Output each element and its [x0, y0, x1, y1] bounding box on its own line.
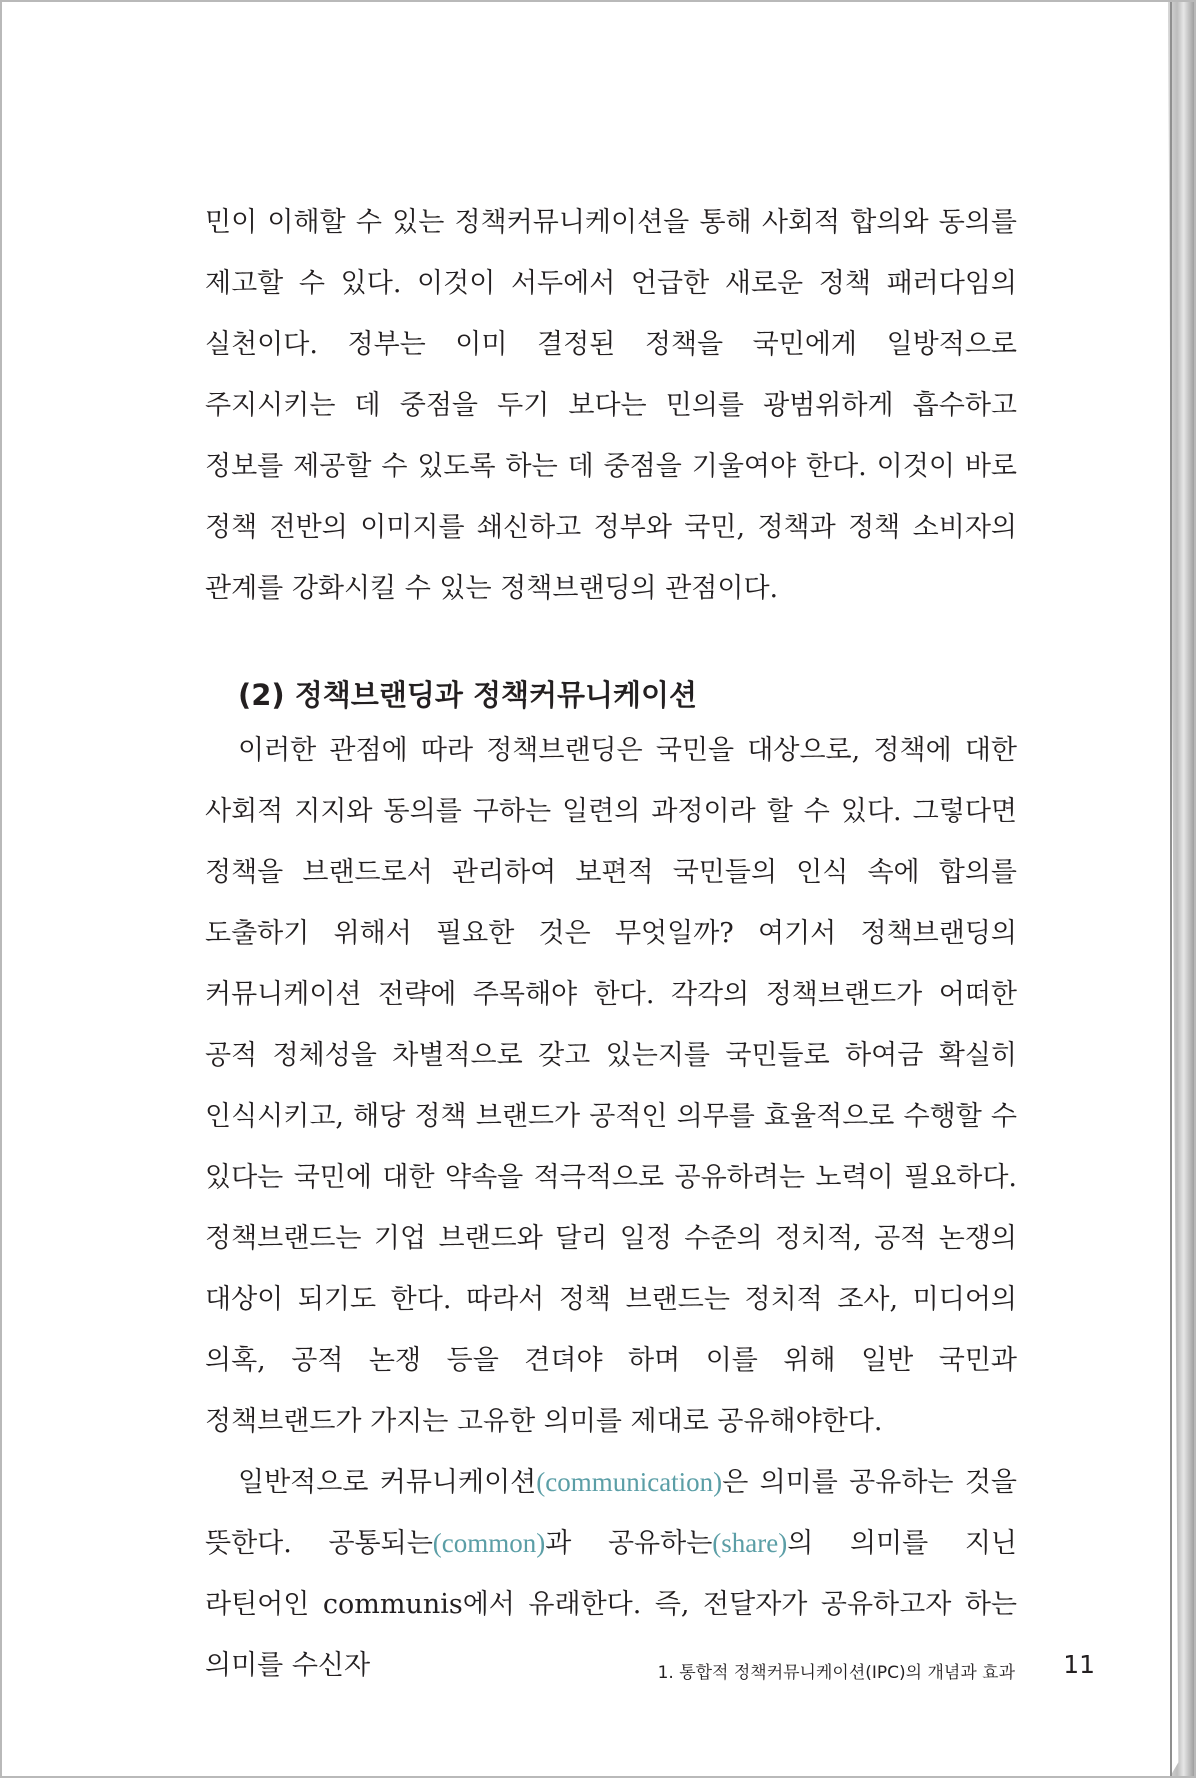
term-communication: (communication) [536, 1467, 723, 1497]
text-run: 과 공유하는 [545, 1528, 713, 1559]
section-heading: (2) 정책브랜딩과 정책커뮤니케이션 [238, 678, 698, 712]
text-run: 일반적으로 커뮤니케이션 [238, 1467, 537, 1498]
page-number: 11 [1063, 1650, 1095, 1679]
page-edge-line [1170, 2, 1172, 1778]
text-run: 의 의미를 지닌 라틴어인 communis에서 유래한다. 즉, 전달자가 공유하고자 하는 의미를 수신자 [205, 1528, 1017, 1681]
running-title: 1. 통합적 정책커뮤니케이션(IPC)의 개념과 효과 [657, 1663, 1015, 1683]
text-run: 은 의미를 공유하는 것을 뜻한다. 공통되는 [205, 1467, 1017, 1559]
page-body [205, 192, 1017, 1696]
term-common: (common) [432, 1528, 546, 1558]
page-footer [205, 1646, 1095, 1686]
term-share: (share) [712, 1528, 788, 1558]
paragraph-continuation: 민이 이해할 수 있는 정책커뮤니케이션을 통해 사회적 합의와 동의를 제고할 수 있다. 이것이 서두에서 언급한 새로운 정책 패러다임의 실천이다. 정부는 이미 결정된 정책을 국민에게 일방적으로 주지시키는 데 중점을 두기 보다는 민의를 광범위하게 흡수하고 정보를 제공할 수 있도록 하는 데 중점을 기울여야 한다. 이것이 바로 정책 전반의 이미지를 쇄신하고 정부와 국민, 정책과 정책 소비자의 관계를 강화시킬 수 있는 정책브랜딩의 관점이다. [205, 207, 1017, 604]
paragraph-policy-branding: 이러한 관점에 따라 정책브랜딩은 국민을 대상으로, 정책에 대한 사회적 지지와 동의를 구하는 일련의 과정이라 할 수 있다. 그렇다면 정책을 브랜드로서 관리하여 보편적 국민들의 인식 속에 합의를 도출하기 위해서 필요한 것은 무엇일까? 여기서 정책브랜딩의 커뮤니케이션 전략에 주목해야 한다. 각각의 정책브랜드가 어떠한 공적 정체성을 차별적으로 갖고 있는지를 국민들로 하여금 확실히 인식시키고, 해당 정책 브랜드가 공적인 의무를 효율적으로 수행할 수 있다는 국민에 대한 약속을 적극적으로 공유하려는 노력이 필요하다. 정책브랜드는 기업 브랜드와 달리 일정 수준의 정치적, 공적 논쟁의 대상이 되기도 한다. 따라서 정책 브랜드는 정치적 조사, 미디어의 의혹, 공적 논쟁 등을 견뎌야 하며 이를 위해 일반 국민과 정책브랜드가 가지는 고유한 의미를 제대로 공유해야한다. [205, 735, 1017, 1437]
